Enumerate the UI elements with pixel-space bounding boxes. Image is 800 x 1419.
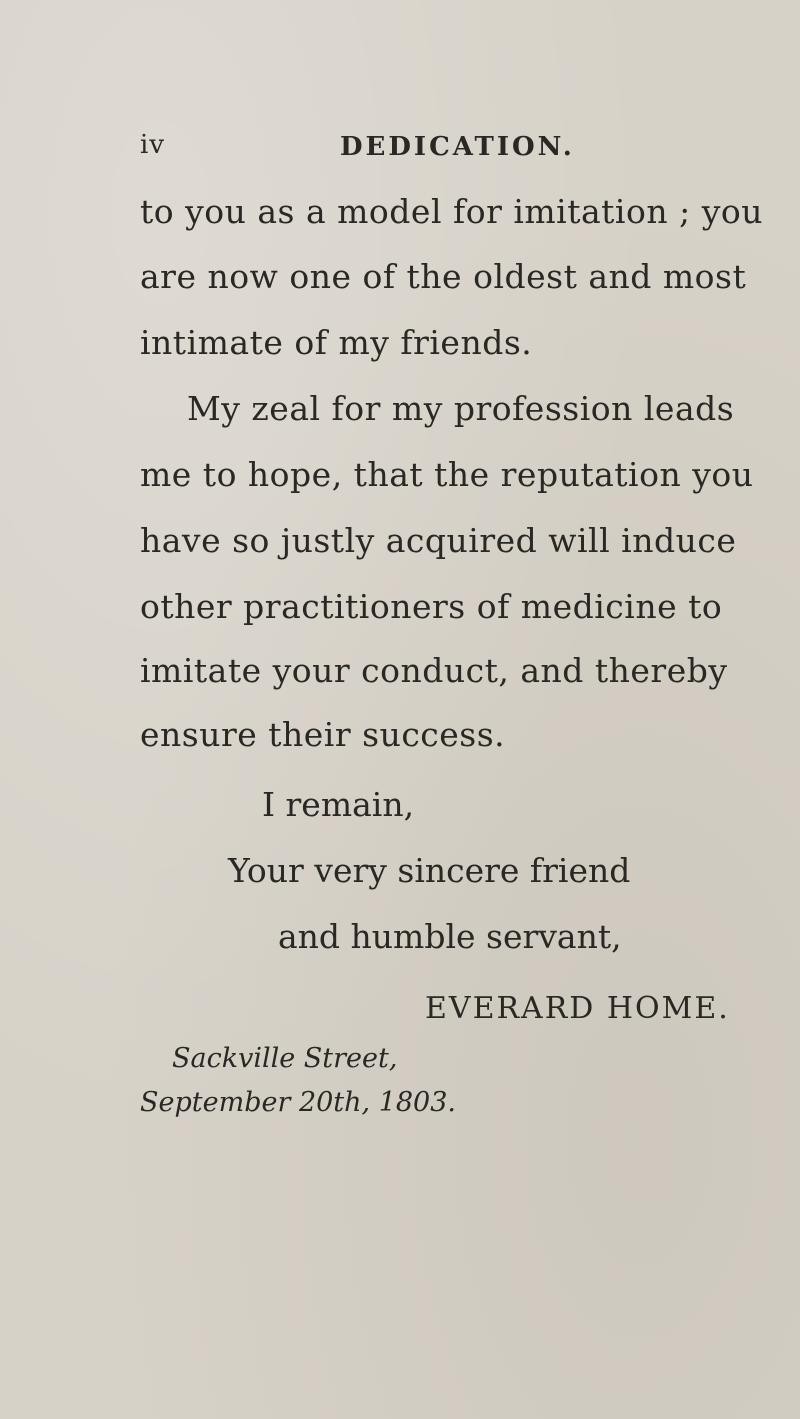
text-line: have so justly acquired will induce xyxy=(140,521,737,560)
closing-friend: Your very sincere friend xyxy=(228,851,631,890)
text-line: imitate your conduct, and thereby xyxy=(140,651,728,690)
text-line: My zeal for my profession leads xyxy=(187,389,735,428)
signature: EVERARD HOME. xyxy=(425,991,730,1026)
text-line: ensure their success. xyxy=(140,715,506,754)
running-head: DEDICATION. xyxy=(340,132,575,162)
text-line: other practitioners of medicine to xyxy=(140,587,723,626)
text-line: to you as a model for imitation ; you xyxy=(140,192,763,231)
closing-servant: and humble servant, xyxy=(278,917,622,956)
text-line: me to hope, that the reputation you xyxy=(140,455,754,494)
closing-remain: I remain, xyxy=(262,785,415,824)
text-line: are now one of the oldest and most xyxy=(140,257,747,296)
date-line: September 20th, 1803. xyxy=(140,1087,456,1118)
text-line: intimate of my friends. xyxy=(140,323,533,362)
place-line: Sackville Street, xyxy=(172,1043,398,1074)
page-number: iv xyxy=(140,130,166,160)
page-header xyxy=(140,130,740,170)
